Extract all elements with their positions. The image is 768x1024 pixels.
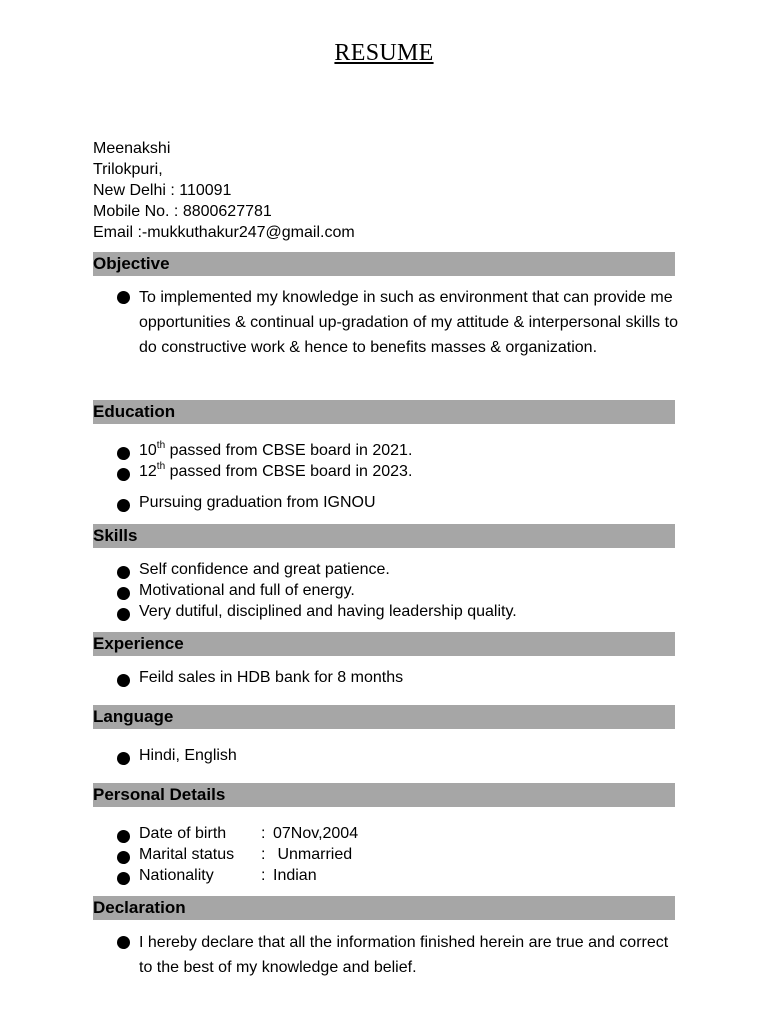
bullet-icon: [117, 587, 130, 600]
contact-block: [93, 138, 355, 243]
personal-details-list: [93, 823, 683, 886]
detail-value: Unmarried: [273, 846, 353, 863]
detail-separator: :: [261, 846, 266, 863]
bullet-icon: [117, 752, 130, 765]
bullet-icon: [117, 291, 130, 304]
list-item: [93, 461, 683, 482]
list-item: [93, 601, 683, 622]
list-item: [93, 492, 683, 513]
bullet-icon: [117, 608, 130, 621]
list-item: [93, 844, 683, 865]
bullet-icon: [117, 872, 130, 885]
bullet-icon: [117, 830, 130, 843]
section-heading-declaration: Declaration: [93, 896, 675, 920]
education-text: Pursuing graduation from IGNOU: [139, 494, 376, 511]
education-grade-suffix: th: [156, 440, 166, 451]
skill-text: Very dutiful, disciplined and having leadership quality.: [139, 603, 517, 620]
contact-name: Meenakshi: [93, 140, 171, 157]
detail-separator: :: [261, 825, 266, 842]
skill-text: Motivational and full of energy.: [139, 582, 355, 599]
bullet-icon: [117, 566, 130, 579]
list-item: [93, 667, 683, 688]
contact-address-line-1: Trilokpuri,: [93, 161, 163, 178]
experience-list: [93, 667, 683, 688]
bullet-icon: [117, 936, 130, 949]
education-grade-suffix: th: [156, 461, 166, 472]
detail-label: Marital status: [139, 846, 235, 863]
bullet-icon: [117, 499, 130, 512]
section-heading-personal-details: Personal Details: [93, 783, 675, 807]
list-item: [93, 559, 683, 580]
list-item: [93, 823, 683, 844]
declaration-list: [93, 930, 683, 980]
bullet-icon: [117, 851, 130, 864]
list-item: [93, 580, 683, 601]
language-list: [93, 745, 683, 766]
page-title: RESUME: [334, 40, 434, 66]
bullet-icon: [117, 674, 130, 687]
contact-mobile: Mobile No. : 8800627781: [93, 203, 272, 220]
objective-list: [93, 285, 683, 360]
detail-label: Date of birth: [139, 825, 227, 842]
detail-value: Indian: [273, 867, 317, 884]
detail-separator: :: [261, 867, 266, 884]
contact-address-line-2: New Delhi : 110091: [93, 182, 232, 199]
education-text: passed from CBSE board in 2021.: [165, 442, 413, 459]
list-item: [93, 440, 683, 461]
bullet-icon: [117, 447, 130, 460]
language-text: Hindi, English: [139, 747, 237, 764]
skills-list: [93, 559, 683, 622]
education-text: passed from CBSE board in 2023.: [165, 463, 413, 480]
section-heading-skills: Skills: [93, 524, 675, 548]
list-item: [93, 865, 683, 886]
detail-value: 07Nov,2004: [273, 825, 359, 842]
section-heading-objective: Objective: [93, 252, 675, 276]
objective-text: To implemented my knowledge in such as environment that can provide me opportunities & continual up-gradation of my attitude & interpersonal skills to do constructive work & hence to benefits masses & organization.: [139, 289, 678, 356]
education-grade: 10: [139, 442, 157, 459]
experience-text: Feild sales in HDB bank for 8 months: [139, 669, 404, 686]
education-grade: 12: [139, 463, 157, 480]
list-item: [93, 745, 683, 766]
detail-label: Nationality: [139, 867, 214, 884]
list-item: [93, 285, 683, 360]
skill-text: Self confidence and great patience.: [139, 561, 390, 578]
section-heading-experience: Experience: [93, 632, 675, 656]
bullet-icon: [117, 468, 130, 481]
list-item: [93, 930, 683, 980]
contact-email: Email :-mukkuthakur247@gmail.com: [93, 224, 355, 241]
declaration-text: I hereby declare that all the information finished herein are true and correct to the best of my knowledge and belief.: [139, 934, 669, 976]
education-list: [93, 440, 683, 513]
section-heading-education: Education: [93, 400, 675, 424]
section-heading-language: Language: [93, 705, 675, 729]
